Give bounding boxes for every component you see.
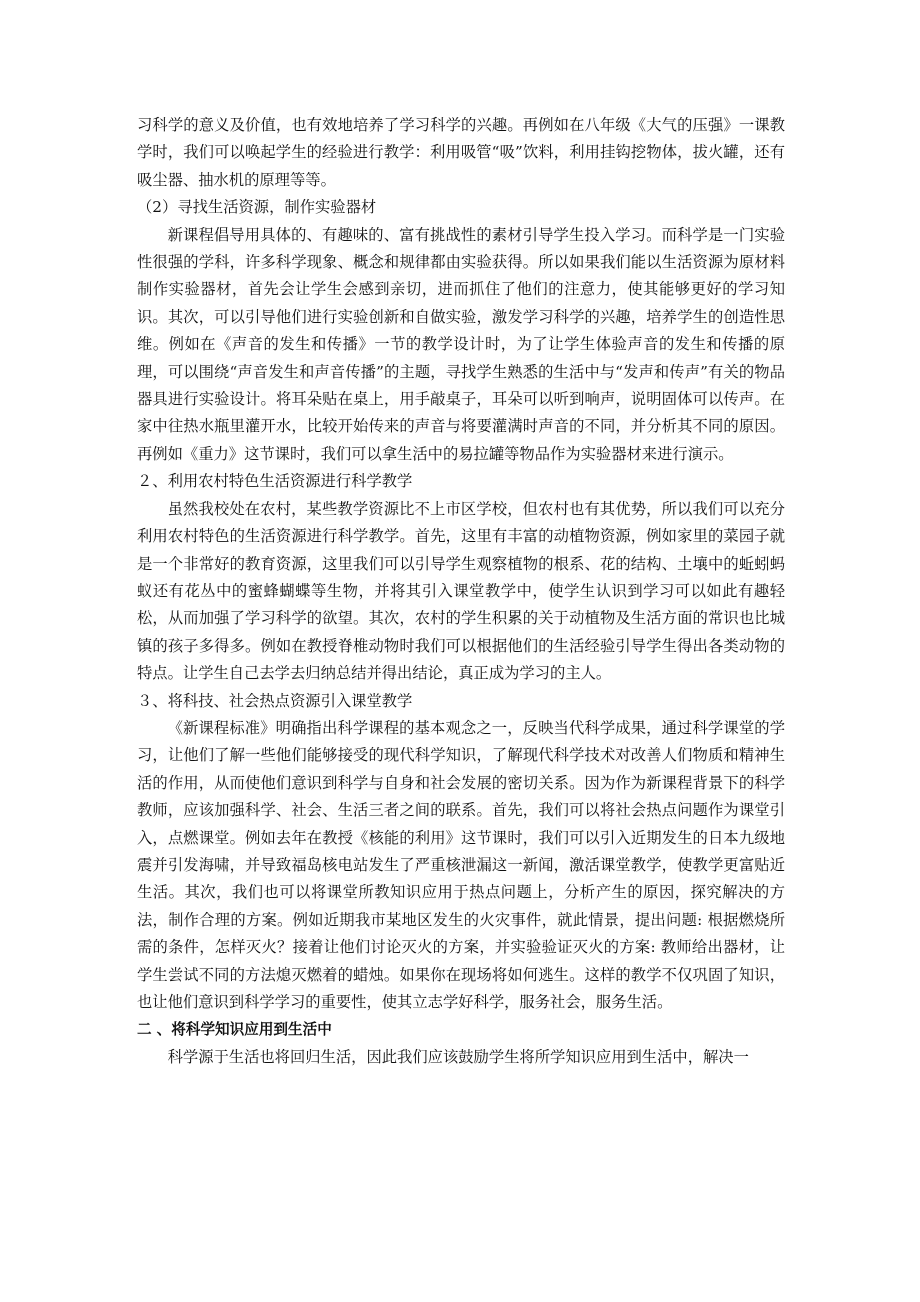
part-2-heading: 二 、将科学知识应用到生活中: [137, 1021, 332, 1039]
section-2-paragraph: 虽然我校处在农村，某些教学资源比不上市区学校，但农村也有其优势，所以我们可以充分利用农村特色的生活资源进行科学教学。首先，这里有丰富的动植物资源，例如家里的菜园子就是一个非常好的教育资源，这里我们可以引导学生观察植物的根系、花的结构、土壤中的蚯蚓蚂蚁还有花丛中的蜜蜂蝴蝶等生物，并将其引入课堂教学中，使学生认识到学习可以如此有趣轻松，从而加强了学习科学的欲望。其次，农村的学生积累的关于动植物及生活方面的常识也比城镇的孩子多得多。例如在教授脊椎动物时我们可以根据他们的生活经验引导学生得出各类动物的特点。让学生自己去学去归纳总结并得出结论，真正成为学习的主人。: [137, 499, 785, 683]
intro-paragraph: 习科学的意义及价值，也有效地培养了学习科学的兴趣。再例如在八年级《大气的压强》一课教学时，我们可以唤起学生的经验进行教学：利用吸管“吸”饮料，利用挂钩挖物体，拔火罐，还有吸尘器、抽水机的原理等等。: [137, 116, 785, 189]
section-3-paragraph: 《新课程标准》明确指出科学课程的基本观念之一，反映当代科学成果，通过科学课堂的学习，让他们了解一些他们能够接受的现代科学知识，了解现代科学技术对改善人们物质和精神生活的作用，从而使他们意识到科学与自身和社会发展的密切关系。因为作为新课程背景下的科学教师，应该加强科学、社会、生活三者之间的联系。首先，我们可以将社会热点问题作为课堂引入，点燃课堂。例如去年在教授《核能的利用》这节课时，我们可以引入近期发生的日本九级地震并引发海啸，并导致福岛核电站发生了严重核泄漏这一新闻，激活课堂教学，使教学更富贴近生活。其次，我们也可以将课堂所教知识应用于热点问题上，分析产生的原因，探究解决的方法，制作合理的方案。例如近期我市某地区发生的火灾事件，就此情景，提出问题: 根据燃烧所需的条件，怎样灭火？接着让他们讨论灭火的方案，并实验验证灭火的方案: 教师给出器材，让学生尝试不同的方法熄灭燃着的蜡烛。如果你在现场将如何逃生。这样的教学不仅巩固了知识，也让他们意识到科学学习的重要性，使其立志学好科学，服务社会，服务生活。: [137, 718, 785, 1011]
subsection-2-heading: （2）寻找生活资源，制作实验器材: [137, 198, 377, 217]
section-3-heading: ３、将科技、社会热点资源引入课堂教学: [137, 691, 413, 710]
subsection-2-paragraph: 新课程倡导用具体的、有趣味的、富有挑战性的素材引导学生投入学习。而科学是一门实验性很强的学科，许多科学现象、概念和规律都由实验获得。所以如果我们能以生活资源为原材料制作实验器材，首先会让学生会感到亲切，进而抓住了他们的注意力，使其能够更好的学习知识。其次，可以引导他们进行实验创新和自做实验，激发学习科学的兴趣，培养学生的创造性思维。例如在《声音的发生和传播》一节的教学设计时，为了让学生体验声音的发生和传播的原理，可以围绕“声音发生和声音传播”的主题，寻找学生熟悉的生活中与“发声和传声”有关的物品器具进行实验设计。将耳朵贴在桌上，用手敲桌子，耳朵可以听到响声，说明固体可以传声。在家中往热水瓶里灌开水，比较开始传来的声音与将要灌满时声音的不同，并分析其不同的原因。再例如《重力》这节课时，我们可以拿生活中的易拉罐等物品作为实验器材来进行演示。: [137, 225, 785, 463]
document-page: [137, 112, 785, 1071]
section-2-heading: ２、利用农村特色生活资源进行科学教学: [137, 472, 413, 491]
part-2-paragraph: 科学源于生活也将回归生活，因此我们应该鼓励学生将所学知识应用到生活中，解决一: [167, 1047, 749, 1066]
